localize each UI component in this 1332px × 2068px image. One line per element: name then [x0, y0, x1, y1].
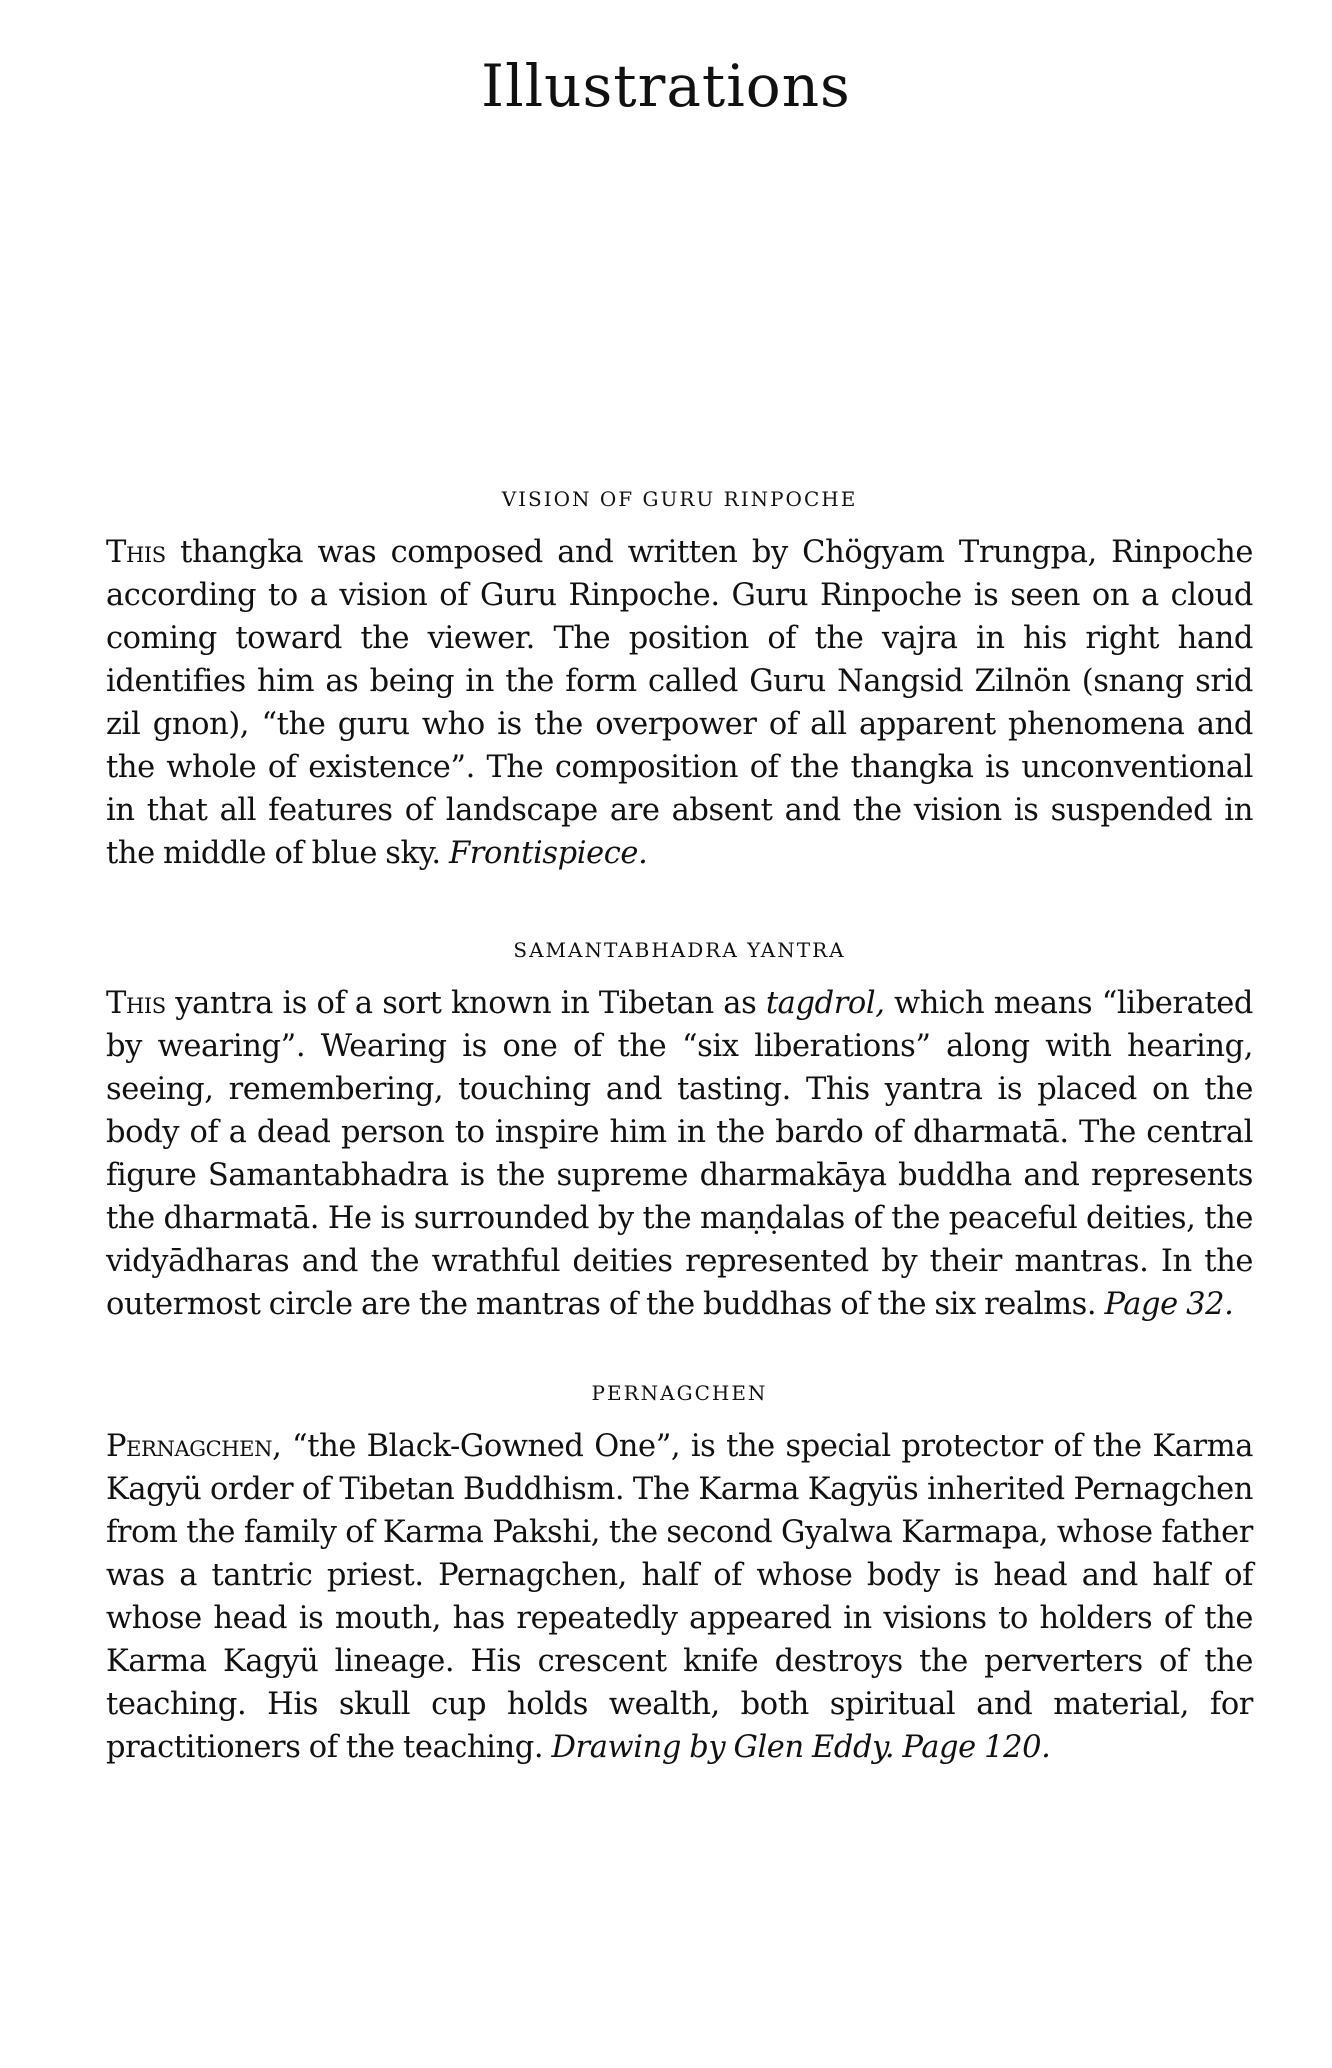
- paragraph-text: which means “liberated by wearing”. Wearing is one of the “six liberations” along with hearing, seeing, remembering, touching and tasting. This yantra is placed on the body of a dead person to inspire him in the bardo of dharmatā. The central figure Samantabhadra is the supreme dharmakāya buddha and represents the dharmatā. He is surrounded by the maṇḍalas of the peaceful deities, the vidyādharas and the wrathful deities represented by their mantras. In the outermost circle are the mantras of the buddhas of the six realms.: [106, 986, 1253, 1322]
- section-heading: VISION OF GURU RINPOCHE: [501, 487, 858, 511]
- section-paragraph: [106, 982, 1253, 1326]
- page-title: Illustrations: [481, 52, 851, 120]
- section-samantabhadra-yantra: [106, 938, 1253, 1326]
- page-reference: Page 32.: [1104, 1287, 1234, 1322]
- page-reference: Frontispiece.: [449, 836, 648, 871]
- section-heading: SAMANTABHADRA YANTRA: [513, 938, 846, 962]
- section-pernagchen: [106, 1381, 1253, 1769]
- lead-word: This: [106, 535, 166, 570]
- lead-word: Pernagchen,: [106, 1429, 282, 1464]
- lead-word: This: [106, 986, 166, 1021]
- section-vision-of-guru-rinpoche: [106, 487, 1253, 875]
- paragraph-text: “the Black-Gowned One”, is the special protector of the Karma Kagyü order of Tibetan Buddhism. The Karma Kagyüs inherited Pernagchen from the family of Karma Pakshi, the second Gyalwa Karmapa, whose father was a tantric priest. Pernagchen, half of whose body is head and half of whose head is mouth, has repeatedly appeared in visions to holders of the Karma Kagyü lineage. His crescent knife destroys the perverters of the teaching. His skull cup holds wealth, both spiritual and material, for practitioners of the teaching.: [106, 1429, 1253, 1765]
- term-italic: tagdrol,: [765, 986, 885, 1021]
- page-reference: Drawing by Glen Eddy. Page 120.: [551, 1730, 1051, 1765]
- section-paragraph: [106, 531, 1253, 875]
- section-paragraph: [106, 1425, 1253, 1769]
- paragraph-text: thangka was composed and written by Chögyam Trungpa, Rinpoche according to a vision of Guru Rinpoche. Guru Rinpoche is seen on a cloud coming toward the viewer. The position of the vajra in his right hand identifies him as being in the form called Guru Nangsid Zilnön (snang srid zil gnon), “the guru who is the overpower of all apparent phenomena and the whole of existence”. The composition of the thangka is unconventional in that all features of landscape are absent and the vision is suspended in the middle of blue sky.: [106, 535, 1253, 871]
- paragraph-text: yantra is of a sort known in Tibetan as: [165, 986, 766, 1021]
- section-heading: PERNAGCHEN: [591, 1381, 768, 1405]
